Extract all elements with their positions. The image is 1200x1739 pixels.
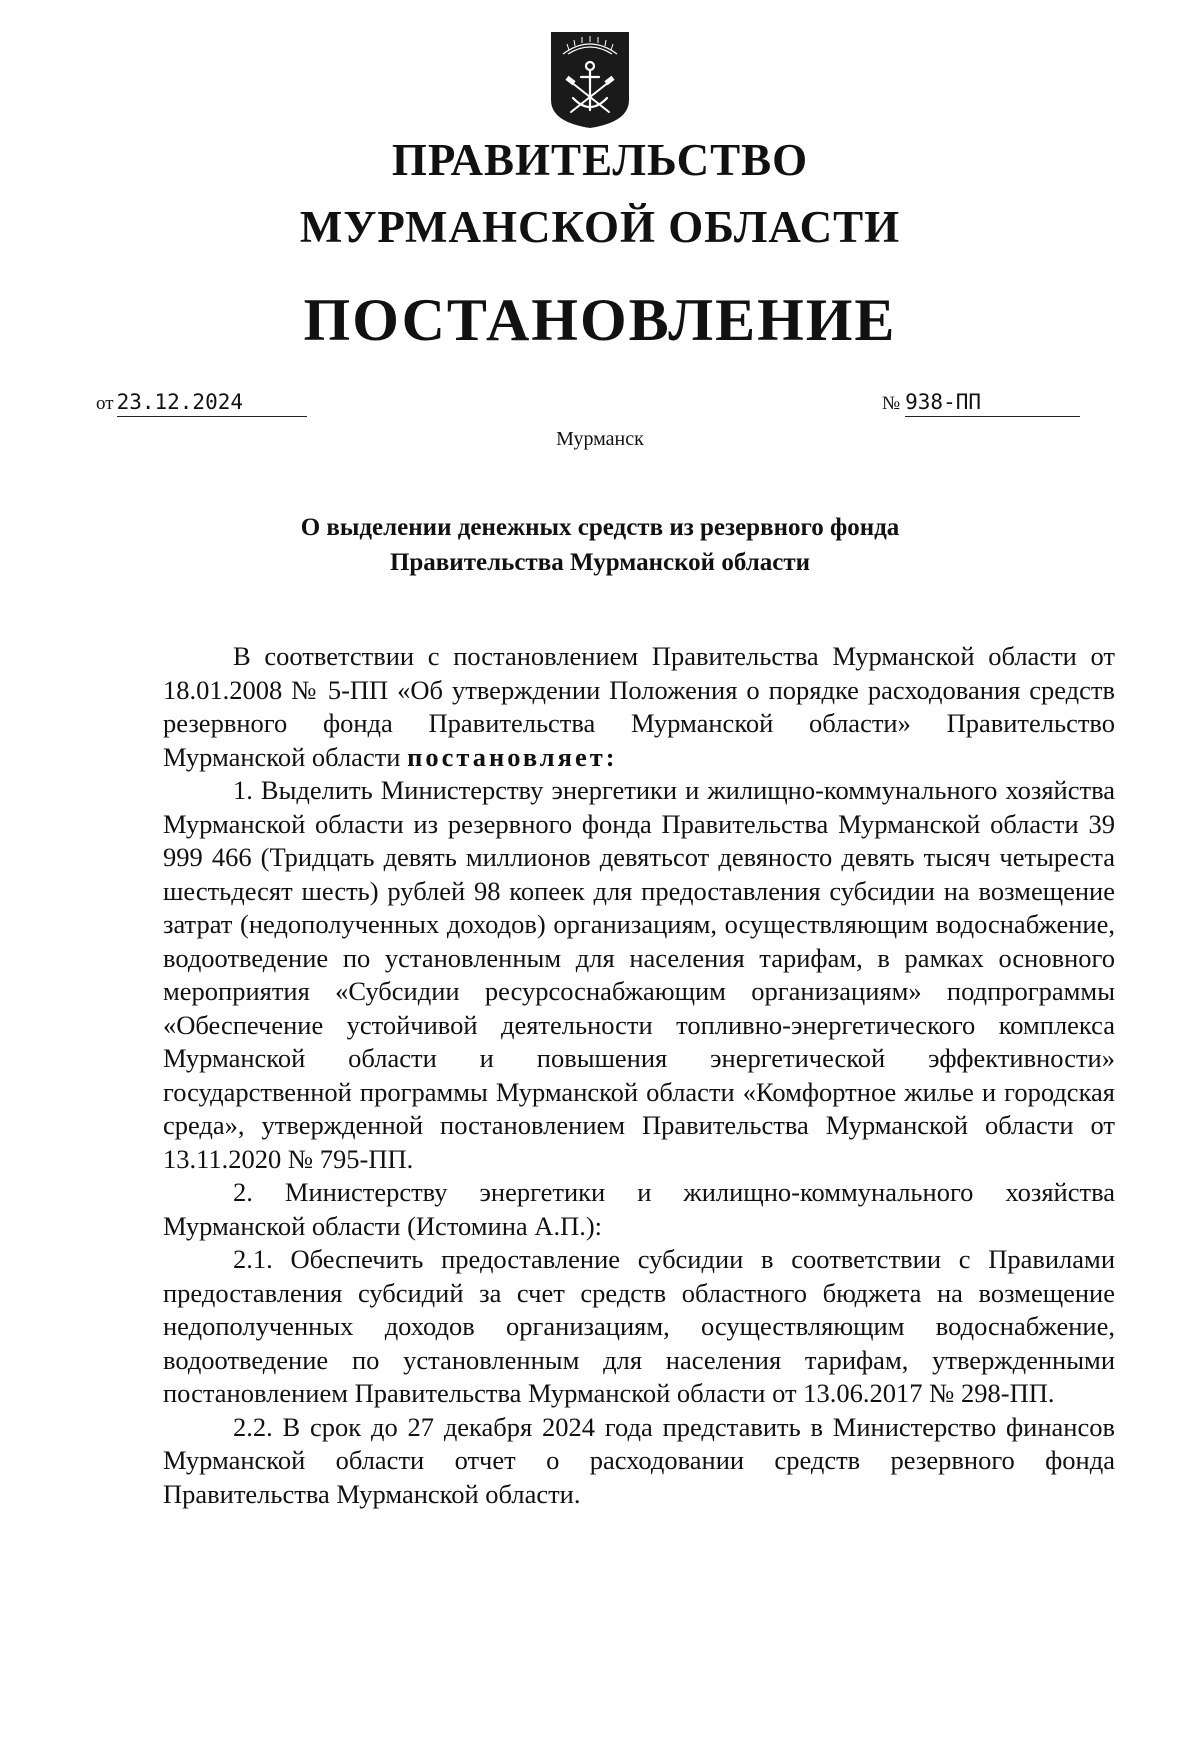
document-number	[882, 390, 1080, 417]
paragraph-2: 2. Министерству энергетики и жилищно-коммунального хозяйства Мурманской области (Истомина А.П.):	[163, 1177, 1115, 1241]
paragraph-2-2: 2.2. В срок до 27 декабря 2024 года представить в Министерство финансов Мурманской области отчет о расходовании средств резервного фонда Правительства Мурманской области.	[163, 1411, 1115, 1509]
preamble-emphasis: постановляет:	[407, 741, 618, 772]
date-value: 23.12.2024	[117, 390, 307, 417]
preamble-paragraph	[163, 640, 1115, 774]
coat-of-arms-icon	[549, 30, 631, 130]
subject-line2: Правительства Мурманской области	[389, 549, 811, 576]
document-date	[96, 390, 307, 417]
government-name-line1: ПРАВИТЕЛЬСТВО	[391, 135, 809, 185]
paragraph-1: 1. Выделить Министерству энергетики и жилищно-коммунального хозяйства Мурманской области из резервного фонда Правительства Мурманской области 39 999 466 (Тридцать девять миллионов девятьсот девяносто девять тысяч четыреста шестьдесят шесть) рублей 98 копеек для предоставления субсидии на возмещение затрат (недополученных доходов) организациям, осуществляющим водоснабжение, водоотведение по установленным для населения тарифам, в рамках основного мероприятия «Субсидии ресурсоснабжающим организациям» подпрограммы «Обеспечение устойчивой деятельности топливно-энергетического комплекса Мурманской области и повышения энергетической эффективности» государственной программы Мурманской области «Комфортное жилье и городская среда», утвержденной постановлением Правительства Мурманской области от 13.11.2020 № 795-ПП.	[163, 775, 1115, 1174]
number-value: 938-ПП	[905, 390, 1080, 417]
preamble-text: В соответствии с постановлением Правительства Мурманской области от 18.01.2008 № 5-ПП «Об утверждении Положения о порядке расходования средств резервного фонда Правительства Мурманской области» Правительство Мурманской области	[163, 641, 1115, 772]
document-body	[163, 640, 1115, 1511]
government-name-line2: МУРМАНСКОЙ ОБЛАСТИ	[299, 202, 901, 252]
date-prefix: от	[96, 393, 114, 414]
subject-line1: О выделении денежных средств из резервного фонда	[300, 514, 900, 541]
issue-city: Мурманск	[556, 428, 644, 450]
paragraph-2-1: 2.1. Обеспечить предоставление субсидии в соответствии с Правилами предоставления субсидий за счет средств областного бюджета на возмещение недополученных доходов организациям, осуществляющим водоснабжение, водоотведение по установленным для населения тарифам, утвержденными постановлением Правительства Мурманской области от 13.06.2017 № 298-ПП.	[163, 1244, 1115, 1408]
document-subject	[160, 510, 1040, 580]
document-type-title: ПОСТАНОВЛЕНИЕ	[303, 287, 897, 353]
number-prefix: №	[882, 393, 901, 414]
